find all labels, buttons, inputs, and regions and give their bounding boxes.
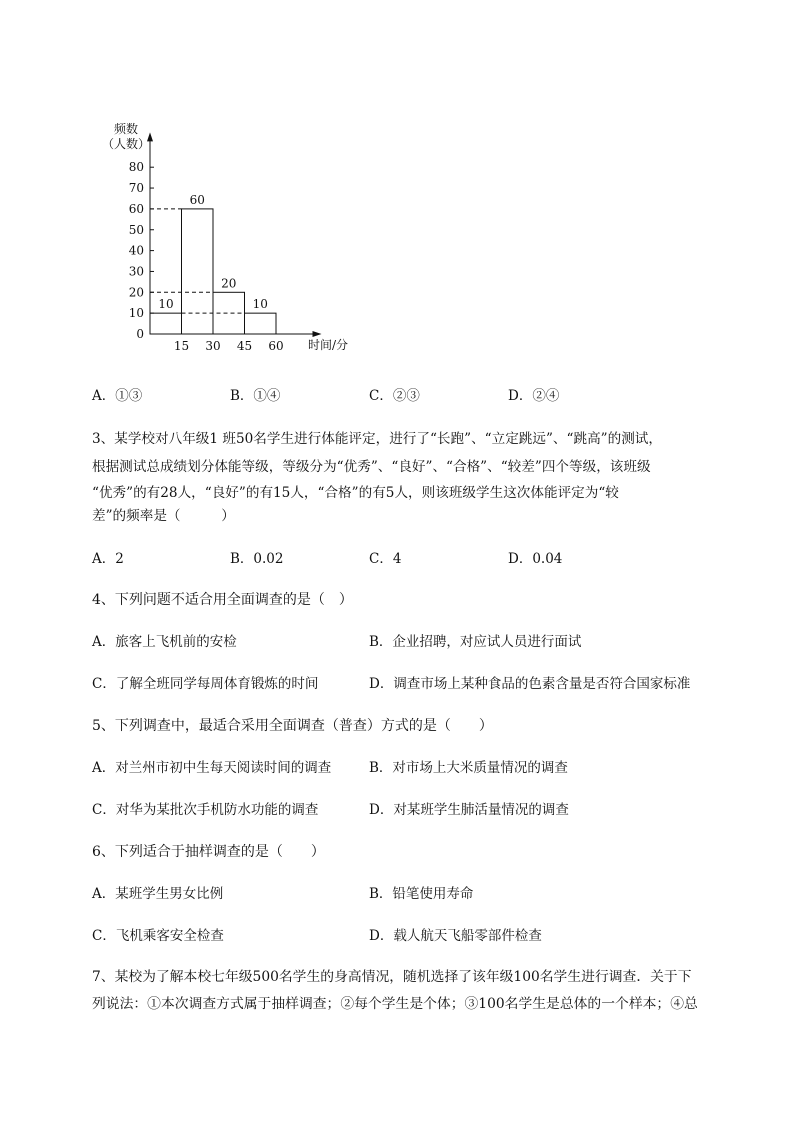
q6-option-c[interactable]: C．飞机乘客安全检查: [92, 928, 224, 944]
q3-stem-line2: 根据测试总成绩划分体能等级，等级分为“优秀”、“良好”、“合格”、“较差”四个等级，该班级: [92, 459, 651, 475]
q4-option-a[interactable]: A．旅客上飞机前的安检: [92, 634, 237, 650]
x-axis-arrow: [313, 331, 322, 337]
q6-stem: 6、下列适合于抽样调查的是（ ）: [92, 844, 325, 860]
y-tick-label: 20: [128, 285, 144, 300]
q3-option-c[interactable]: C．4: [369, 551, 402, 567]
x-tick-label: 30: [205, 339, 221, 353]
q4-option-d[interactable]: D．调查市场上某种食品的色素含量是否符合国家标准: [369, 676, 691, 692]
q7-stem-line2: 列说法：①本次调查方式属于抽样调查；②每个学生是个体；③100名学生是总体的一个样本；④总: [92, 996, 698, 1012]
bar-value-label: 10: [252, 297, 268, 312]
histogram-bar: [245, 313, 277, 334]
y-tick-label: 40: [128, 243, 144, 258]
q6-option-d[interactable]: D．载人航天飞船零部件检查: [369, 928, 542, 944]
bar-value-label: 60: [189, 192, 205, 207]
x-axis-title: 时间/分: [308, 338, 349, 352]
q2-option-d[interactable]: D．②④: [508, 388, 560, 404]
q4-option-c[interactable]: C．了解全班同学每周体育锻炼的时间: [92, 676, 319, 692]
q5-option-d[interactable]: D．对某班学生肺活量情况的调查: [369, 802, 569, 818]
x-tick-label: 15: [173, 339, 190, 353]
y-tick-label: 50: [128, 222, 144, 237]
x-tick-label: 45: [236, 339, 253, 353]
q3-stem-line1: 3、某学校对八年级1 班50名学生进行体能评定，进行了“长跑”、“立定跳远”、“跳高”的测试，: [92, 431, 662, 447]
q5-stem: 5、下列调查中，最适合采用全面调查（普查）方式的是（ ）: [92, 718, 493, 734]
y-tick-label: 70: [128, 181, 144, 196]
y-tick-label: 80: [128, 160, 144, 175]
y-axis-title-line2: （人数）: [101, 137, 151, 151]
y-axis-title-line1: 频数: [113, 122, 139, 136]
q2-option-c[interactable]: C．②③: [369, 388, 420, 404]
q2-option-b[interactable]: B．①④: [230, 388, 281, 404]
y-tick-label: 10: [128, 306, 144, 321]
q4-stem: 4、下列问题不适合用全面调查的是（ ）: [92, 592, 353, 608]
histogram-bar: [150, 313, 182, 334]
q4-option-b[interactable]: B．企业招聘，对应试人员进行面试: [369, 634, 582, 650]
q2-option-a[interactable]: A．①③: [92, 388, 143, 404]
q7-stem-line1: 7、某校为了解本校七年级500名学生的身高情况，随机选择了该年级100名学生进行调查．关于下: [92, 969, 692, 985]
q3-option-d[interactable]: D．0.04: [508, 551, 563, 567]
q5-option-c[interactable]: C．对华为某批次手机防水功能的调查: [92, 802, 319, 818]
q5-option-a[interactable]: A．对兰州市初中生每天阅读时间的调查: [92, 760, 332, 776]
q6-option-a[interactable]: A．某班学生男女比例: [92, 886, 224, 902]
q3-option-b[interactable]: B．0.02: [230, 551, 284, 567]
y-tick-label: 0: [136, 327, 144, 341]
histogram-figure: [0, 0, 794, 380]
q3-stem-line4: 差”的频率是（ ）: [92, 508, 235, 524]
q3-option-a[interactable]: A．2: [92, 551, 124, 567]
q6-option-b[interactable]: B．铅笔使用寿命: [369, 886, 474, 902]
bar-value-label: 20: [221, 276, 237, 291]
y-tick-label: 30: [128, 264, 144, 279]
histogram-bar: [182, 209, 214, 334]
q3-stem-line3: “优秀”的有28人，“良好”的有15人，“合格”的有5人，则该班级学生这次体能评定为“较: [92, 485, 619, 501]
q5-option-b[interactable]: B．对市场上大米质量情况的调查: [369, 760, 568, 776]
bar-value-label: 10: [158, 297, 174, 312]
x-tick-label: 60: [268, 339, 284, 353]
y-tick-label: 60: [128, 201, 144, 216]
